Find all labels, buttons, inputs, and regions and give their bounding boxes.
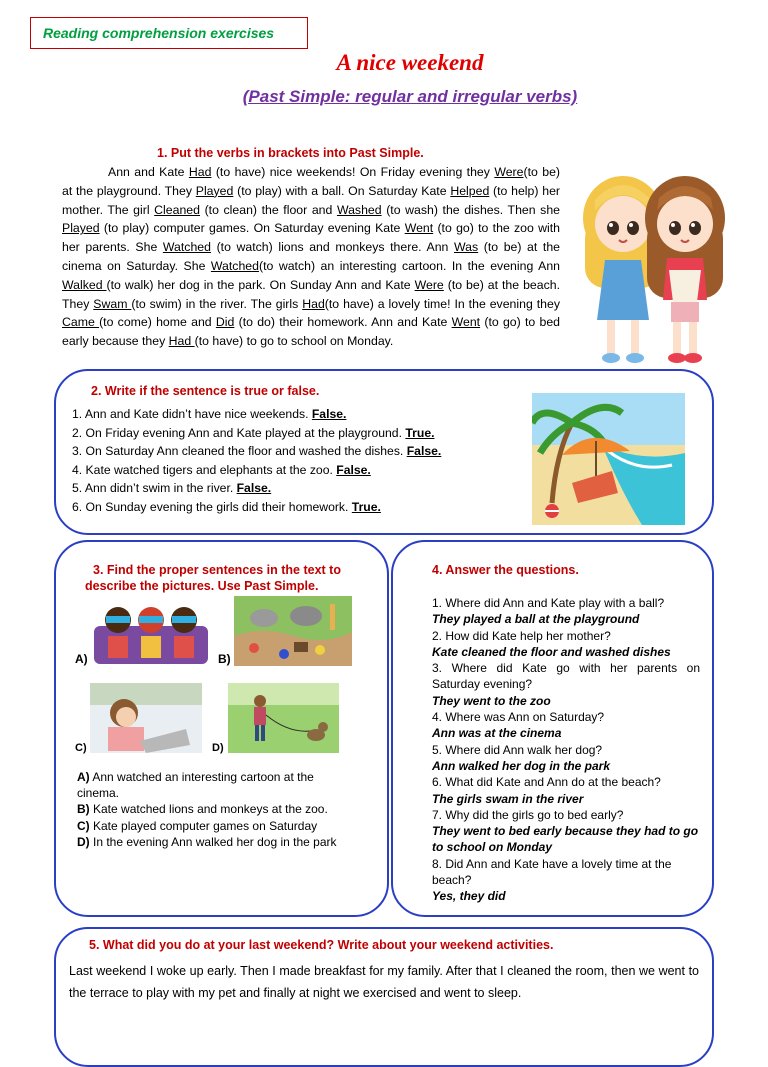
answer: Kate cleaned the floor and washed dishes (432, 644, 671, 659)
answer-verb: Did (215, 315, 235, 330)
answer-verb: Had (168, 334, 195, 349)
section3-heading (85, 563, 341, 594)
passage-segment: (to have) to go to school on Monday. (194, 334, 394, 349)
question: 6. What did Kate and Ann do at the beach? (432, 775, 661, 790)
passage-segment: (to watch) an interesting cartoon. In the evening Ann (258, 258, 560, 273)
passage-segment: (to swim) in the river. The girls (131, 296, 303, 311)
passage-segment: (to be) at the cinema on Saturday. She (62, 240, 561, 273)
answer: Yes, they did (432, 889, 506, 904)
worksheet-title: A nice weekend (336, 50, 484, 75)
tf-item: 4. Kate watched tigers and elephants at the zoo. False. (72, 462, 371, 477)
two-girls-illustration (575, 170, 735, 368)
passage-segment: (to clean) the floor and (199, 202, 337, 217)
passage-segment: (to have) a lovely time! In the evening they (324, 296, 560, 311)
passage-segment: (to play) computer games. On Saturday evening Kate (99, 221, 405, 236)
answer: They went to bed early because they had to go to school on Monday (432, 824, 699, 855)
picture-label-c: C) (75, 742, 87, 754)
question: 2. How did Kate help her mother? (432, 628, 611, 643)
answer: The girls swam in the river (432, 791, 584, 806)
passage-segment: (to come) home and (99, 315, 216, 330)
passage-segment: (to be) at the playground. They (62, 165, 560, 198)
beach-illustration (532, 393, 685, 525)
section3-heading-line2: describe the pictures. Use Past Simple. (85, 578, 319, 593)
answer-verb: Were (414, 277, 444, 292)
zoo-picture (234, 596, 352, 666)
passage-segment: (to wash) the dishes. Then she (381, 202, 561, 217)
answer: Ann was at the cinema (432, 726, 562, 741)
section1-passage (62, 163, 560, 351)
cinema-picture (92, 596, 210, 666)
tf-item: 5. Ann didn’t swim in the river. False. (72, 481, 272, 496)
passage-segment: (to go) to the zoo with her parents. She (62, 221, 560, 255)
answer-verb: Went (404, 221, 434, 236)
answer-verb: Was (454, 240, 479, 255)
section5-answer: Last weekend I woke up early. Then I made breakfast for my family. After that I cleaned the room, then we went to the terrace to play with my pet and finally at night we exercised and went to sleep. (69, 964, 699, 1000)
tf-item: 3. On Saturday Ann cleaned the floor and washed the dishes. False. (72, 444, 442, 459)
question: 1. Where did Ann and Kate play with a ball? (432, 596, 665, 610)
answer-verb: Watched (210, 258, 259, 273)
answer-verb: Washed (336, 202, 382, 217)
answer-verb: Had (188, 165, 212, 179)
picture-label-b: B) (218, 652, 231, 666)
answer-verb: Cleaned (154, 202, 200, 217)
answer-verb: Watched (162, 240, 211, 255)
section2-heading: 2. Write if the sentence is true or false. (91, 384, 320, 398)
answer-verb: Were (494, 165, 524, 179)
worksheet-subtitle: (Past Simple: regular and irregular verbs) (242, 87, 578, 106)
answer: They went to the zoo (432, 693, 551, 708)
worksheet-tag: Reading comprehension exercises (43, 25, 275, 41)
passage-segment: (to walk) her dog in the park. On Sunday Ann and Kate (106, 277, 415, 292)
passage-segment: (to have) nice weekends! On Friday evening they (211, 165, 495, 179)
answer: Ann walked her dog in the park (432, 758, 611, 773)
picture-answer-b: B) Kate watched lions and monkeys at the zoo. (77, 802, 328, 817)
section1-heading: 1. Put the verbs in brackets into Past Simple. (157, 146, 424, 160)
true-false-list (72, 405, 532, 517)
passage-segment: (to play) with a ball. On Saturday Kate (233, 183, 451, 198)
answer-verb: Helped (450, 183, 490, 198)
tf-item: 1. Ann and Kate didn’t have nice weekends. False. (72, 407, 347, 421)
answer-verb: Walked (62, 277, 107, 292)
section3-heading-line1: 3. Find the proper sentences in the text to (93, 563, 341, 577)
answer-verb: Had (302, 296, 325, 311)
passage-segment: Ann and Kate (108, 165, 189, 179)
tf-item: 2. On Friday evening Ann and Kate played at the playground. True. (72, 425, 435, 440)
passage-segment: (to watch) lions and monkeys there. Ann (210, 240, 454, 255)
answer: They played a ball at the playground (432, 612, 640, 627)
question: 7. Why did the girls go to bed early? (432, 807, 624, 822)
section3-answers (77, 769, 345, 850)
passage-text (62, 163, 560, 351)
passage-segment: (to be) at the beach. They (62, 277, 560, 311)
question: 4. Where was Ann on Saturday? (432, 710, 605, 725)
passage-segment: (to help) her mother. The girl (62, 183, 561, 217)
picture-answer-d: D) In the evening Ann walked her dog in the park (77, 834, 337, 849)
worksheet-tag-box (30, 17, 308, 49)
picture-answer-c: C) Kate played computer games on Saturday (77, 818, 318, 833)
answer-verb: Played (195, 183, 234, 198)
answer-verb: Came (62, 315, 100, 330)
answer-verb: Swam (93, 296, 132, 311)
picture-label-a: A) (75, 652, 88, 666)
question: 3. Where did Kate go with her parents on Saturday evening? (432, 661, 700, 692)
answer-verb: Went (451, 315, 481, 330)
passage-segment: (to go) to bed early because they (62, 315, 561, 349)
question: 8. Did Ann and Kate have a lovely time at the beach? (432, 856, 672, 888)
dog-walk-picture (228, 683, 339, 753)
picture-label-d: D) (212, 742, 224, 754)
tf-item: 6. On Sunday evening the girls did their homework. True. (72, 499, 381, 514)
section5-heading: 5. What did you do at your last weekend? Write about your weekend activities. (89, 938, 554, 952)
answer-verb: Played (62, 221, 100, 236)
section4-heading: 4. Answer the questions. (432, 563, 579, 577)
passage-segment: (to do) their homework. Ann and Kate (234, 315, 452, 330)
question: 5. Where did Ann walk her dog? (432, 742, 603, 757)
picture-answer-a: A) Ann watched an interesting cartoon at the cinema. (77, 770, 314, 801)
computer-games-picture (90, 683, 202, 753)
qa-list (432, 595, 700, 905)
